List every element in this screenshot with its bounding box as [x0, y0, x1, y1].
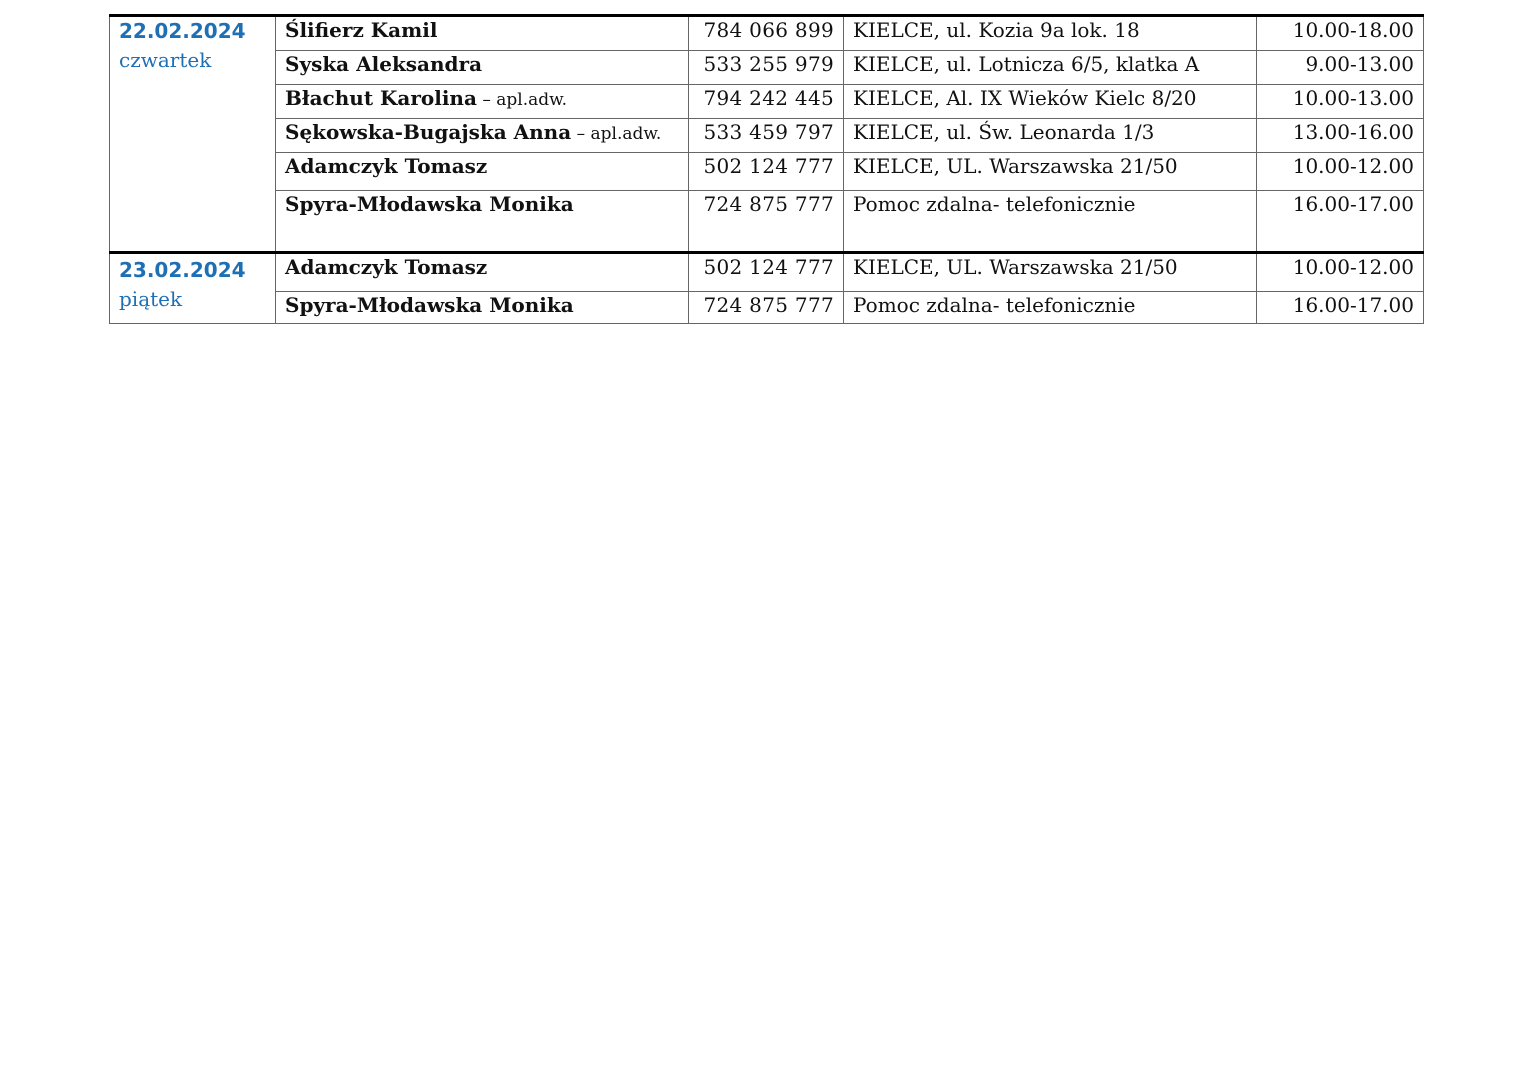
table-row [110, 51, 1424, 85]
office-hours: 10.00-18.00 [1257, 16, 1424, 51]
phone-number: 533 459 797 [689, 119, 844, 153]
table-row [110, 292, 1424, 324]
lawyer-name: Błachut Karolina [285, 86, 477, 110]
lawyer-name: Sękowska-Bugajska Anna [285, 120, 572, 144]
address: Pomoc zdalna- telefonicznie [844, 191, 1257, 253]
office-hours: 10.00-12.00 [1257, 253, 1424, 292]
phone-number: 502 124 777 [689, 153, 844, 191]
day-date: 22.02.2024 [119, 19, 246, 43]
lawyer-name: Spyra-Młodawska Monika [285, 293, 574, 317]
lawyer-name: Adamczyk Tomasz [285, 255, 488, 279]
office-hours: 13.00-16.00 [1257, 119, 1424, 153]
day-cell [110, 253, 276, 324]
lawyer-name-cell [276, 292, 689, 324]
address: KIELCE, ul. Kozia 9a lok. 18 [844, 16, 1257, 51]
day-cell [110, 16, 276, 253]
table-row [110, 119, 1424, 153]
lawyer-title: – apl.adw. [571, 124, 662, 144]
address: Pomoc zdalna- telefonicznie [844, 292, 1257, 324]
address: KIELCE, ul. Lotnicza 6/5, klatka A [844, 51, 1257, 85]
lawyer-name: Spyra-Młodawska Monika [285, 192, 574, 216]
table-row [110, 16, 1424, 51]
phone-number: 784 066 899 [689, 16, 844, 51]
lawyer-name-cell [276, 16, 689, 51]
lawyer-name: Syska Aleksandra [285, 52, 483, 76]
lawyer-name-cell [276, 119, 689, 153]
table-row [110, 85, 1424, 119]
lawyer-name: Adamczyk Tomasz [285, 154, 488, 178]
lawyer-name-cell [276, 253, 689, 292]
office-hours: 10.00-12.00 [1257, 153, 1424, 191]
office-hours: 16.00-17.00 [1257, 292, 1424, 324]
lawyer-name-cell [276, 153, 689, 191]
address: KIELCE, ul. Św. Leonarda 1/3 [844, 119, 1257, 153]
phone-number: 794 242 445 [689, 85, 844, 119]
phone-number: 533 255 979 [689, 51, 844, 85]
address: KIELCE, UL. Warszawska 21/50 [844, 253, 1257, 292]
phone-number: 502 124 777 [689, 253, 844, 292]
lawyer-name: Ślifierz Kamil [285, 18, 438, 42]
table-row [110, 153, 1424, 191]
office-hours: 10.00-13.00 [1257, 85, 1424, 119]
phone-number: 724 875 777 [689, 292, 844, 324]
address: KIELCE, Al. IX Wieków Kielc 8/20 [844, 85, 1257, 119]
office-hours: 9.00-13.00 [1257, 51, 1424, 85]
day-weekday: piątek [119, 287, 183, 311]
lawyer-title: – apl.adw. [476, 90, 568, 110]
day-date: 23.02.2024 [119, 258, 246, 282]
office-hours: 16.00-17.00 [1257, 191, 1424, 253]
lawyer-name-cell [276, 191, 689, 253]
table-row [110, 191, 1424, 253]
phone-number: 724 875 777 [689, 191, 844, 253]
day-weekday: czwartek [119, 48, 212, 72]
table-row [110, 253, 1424, 292]
lawyer-name-cell [276, 85, 689, 119]
lawyer-name-cell [276, 51, 689, 85]
duty-schedule-table [109, 14, 1424, 324]
address: KIELCE, UL. Warszawska 21/50 [844, 153, 1257, 191]
